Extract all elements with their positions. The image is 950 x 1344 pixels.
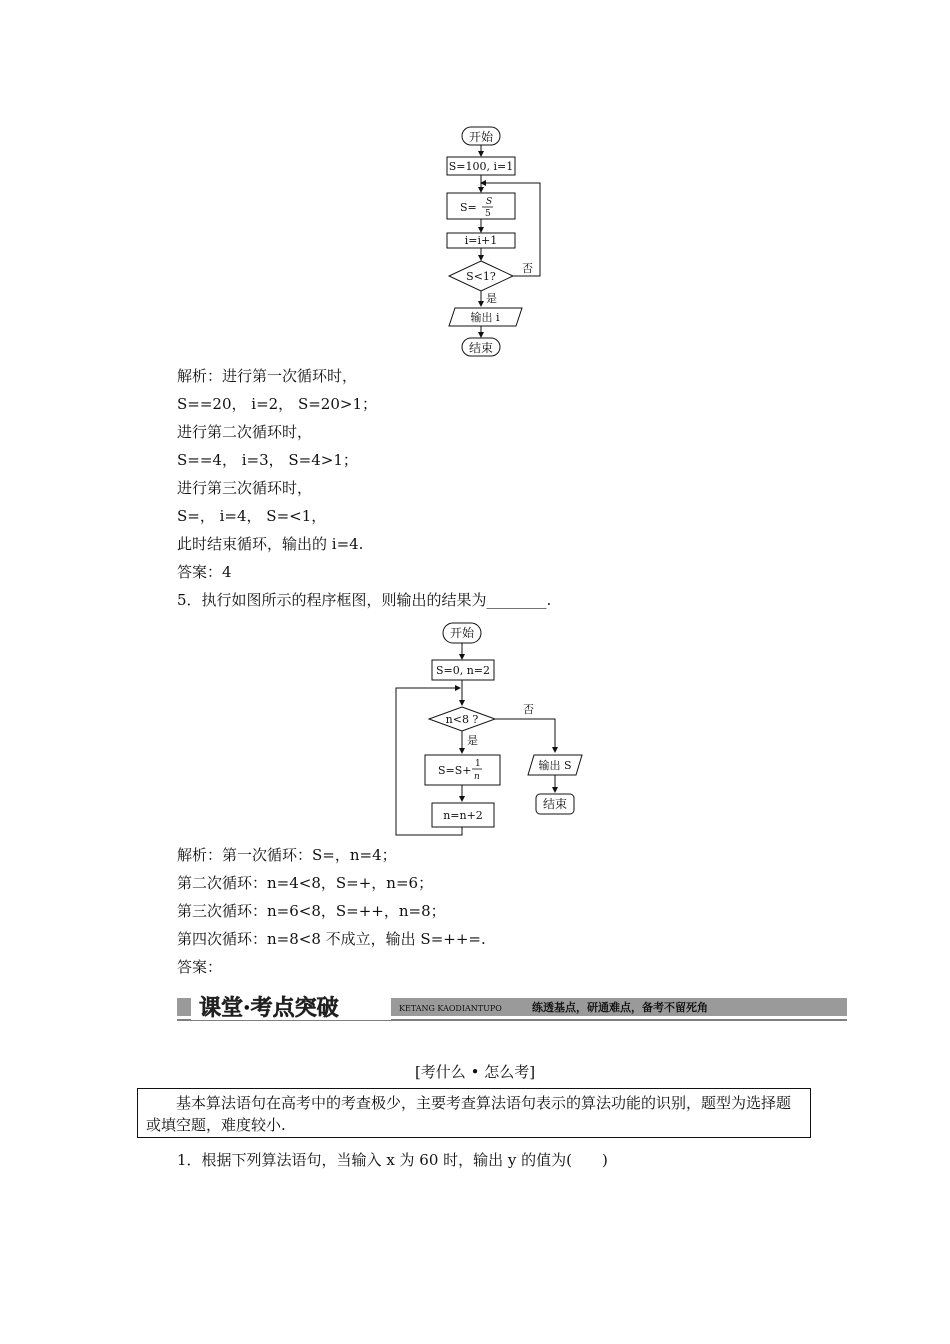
start-label: 开始 bbox=[468, 130, 494, 144]
assign-den: 5 bbox=[485, 209, 491, 219]
output-label: 输出 S bbox=[538, 759, 572, 772]
init-label: S=100, i=1 bbox=[448, 160, 514, 173]
assign-den: n bbox=[474, 772, 480, 782]
assign-num: S bbox=[486, 197, 493, 207]
sol2-line1: 解析：第一次循环：S=，n=4； bbox=[177, 846, 397, 864]
no-label: 否 bbox=[523, 703, 534, 716]
banner-slogan: 练透基点，研通难点，备考不留死角 bbox=[532, 1001, 708, 1014]
output-label: 输出 i bbox=[470, 311, 500, 324]
flowchart-2 bbox=[390, 615, 595, 840]
sol2-line4: 第四次循环：n=8<8 不成立，输出 S=++=. bbox=[177, 930, 486, 948]
yes-label: 是 bbox=[467, 734, 478, 747]
sol1-line6: S=， i=4， S=<1， bbox=[177, 507, 327, 525]
end-label: 结束 bbox=[542, 797, 568, 811]
question-1: 1．根据下列算法语句，当输入 x 为 60 时，输出 y 的值为( ) bbox=[177, 1151, 608, 1169]
incr-label: n=n+2 bbox=[443, 809, 483, 822]
yes-label: 是 bbox=[486, 292, 497, 305]
sol1-line4: S==4， i=3， S=4>1； bbox=[177, 451, 358, 469]
info-box bbox=[137, 1088, 811, 1138]
assign-lhs: S= bbox=[460, 201, 477, 214]
cond-label: n<8 ? bbox=[445, 713, 479, 726]
sol1-line3: 进行第二次循环时， bbox=[177, 423, 313, 441]
sol1-line2: S==20， i=2， S=20>1； bbox=[177, 395, 377, 413]
no-label: 否 bbox=[522, 262, 533, 275]
assign-lhs: S=S+ bbox=[438, 764, 472, 777]
banner-pinyin: KETANG KAODIANTUPO bbox=[399, 1004, 502, 1013]
info-box-text: 基本算法语句在高考中的考查极少，主要考查算法语句表示的算法功能的识别，题型为选择题或填空题，难度较小. bbox=[146, 1094, 792, 1134]
assign-node bbox=[447, 193, 515, 219]
assign-num: 1 bbox=[475, 759, 481, 769]
sol1-line1: 解析：进行第一次循环时， bbox=[177, 367, 358, 385]
section-banner bbox=[177, 994, 847, 1024]
sol1-line7: 此时结束循环，输出的 i=4. bbox=[177, 535, 364, 553]
banner-title: 课堂·考点突破 bbox=[199, 995, 339, 1021]
start-label: 开始 bbox=[449, 626, 475, 640]
end-label: 结束 bbox=[468, 341, 494, 355]
sol2-line3: 第三次循环：n=6<8，S=++，n=8； bbox=[177, 902, 446, 920]
init-label: S=0, n=2 bbox=[435, 664, 491, 677]
sol2-line2: 第二次循环：n=4<8，S=+，n=6； bbox=[177, 874, 434, 892]
sol2-answer: 答案： bbox=[177, 958, 223, 976]
sol1-answer: 答案：4 bbox=[177, 563, 232, 581]
section-title: [考什么 • 怎么考] bbox=[414, 1063, 536, 1081]
cond-label: S<1? bbox=[466, 270, 496, 283]
incr-label: i=i+1 bbox=[464, 234, 498, 247]
sol1-line5: 进行第三次循环时， bbox=[177, 479, 313, 497]
question-5: 5．执行如图所示的程序框图，则输出的结果为________. bbox=[177, 591, 552, 609]
flowchart-1 bbox=[430, 120, 560, 365]
